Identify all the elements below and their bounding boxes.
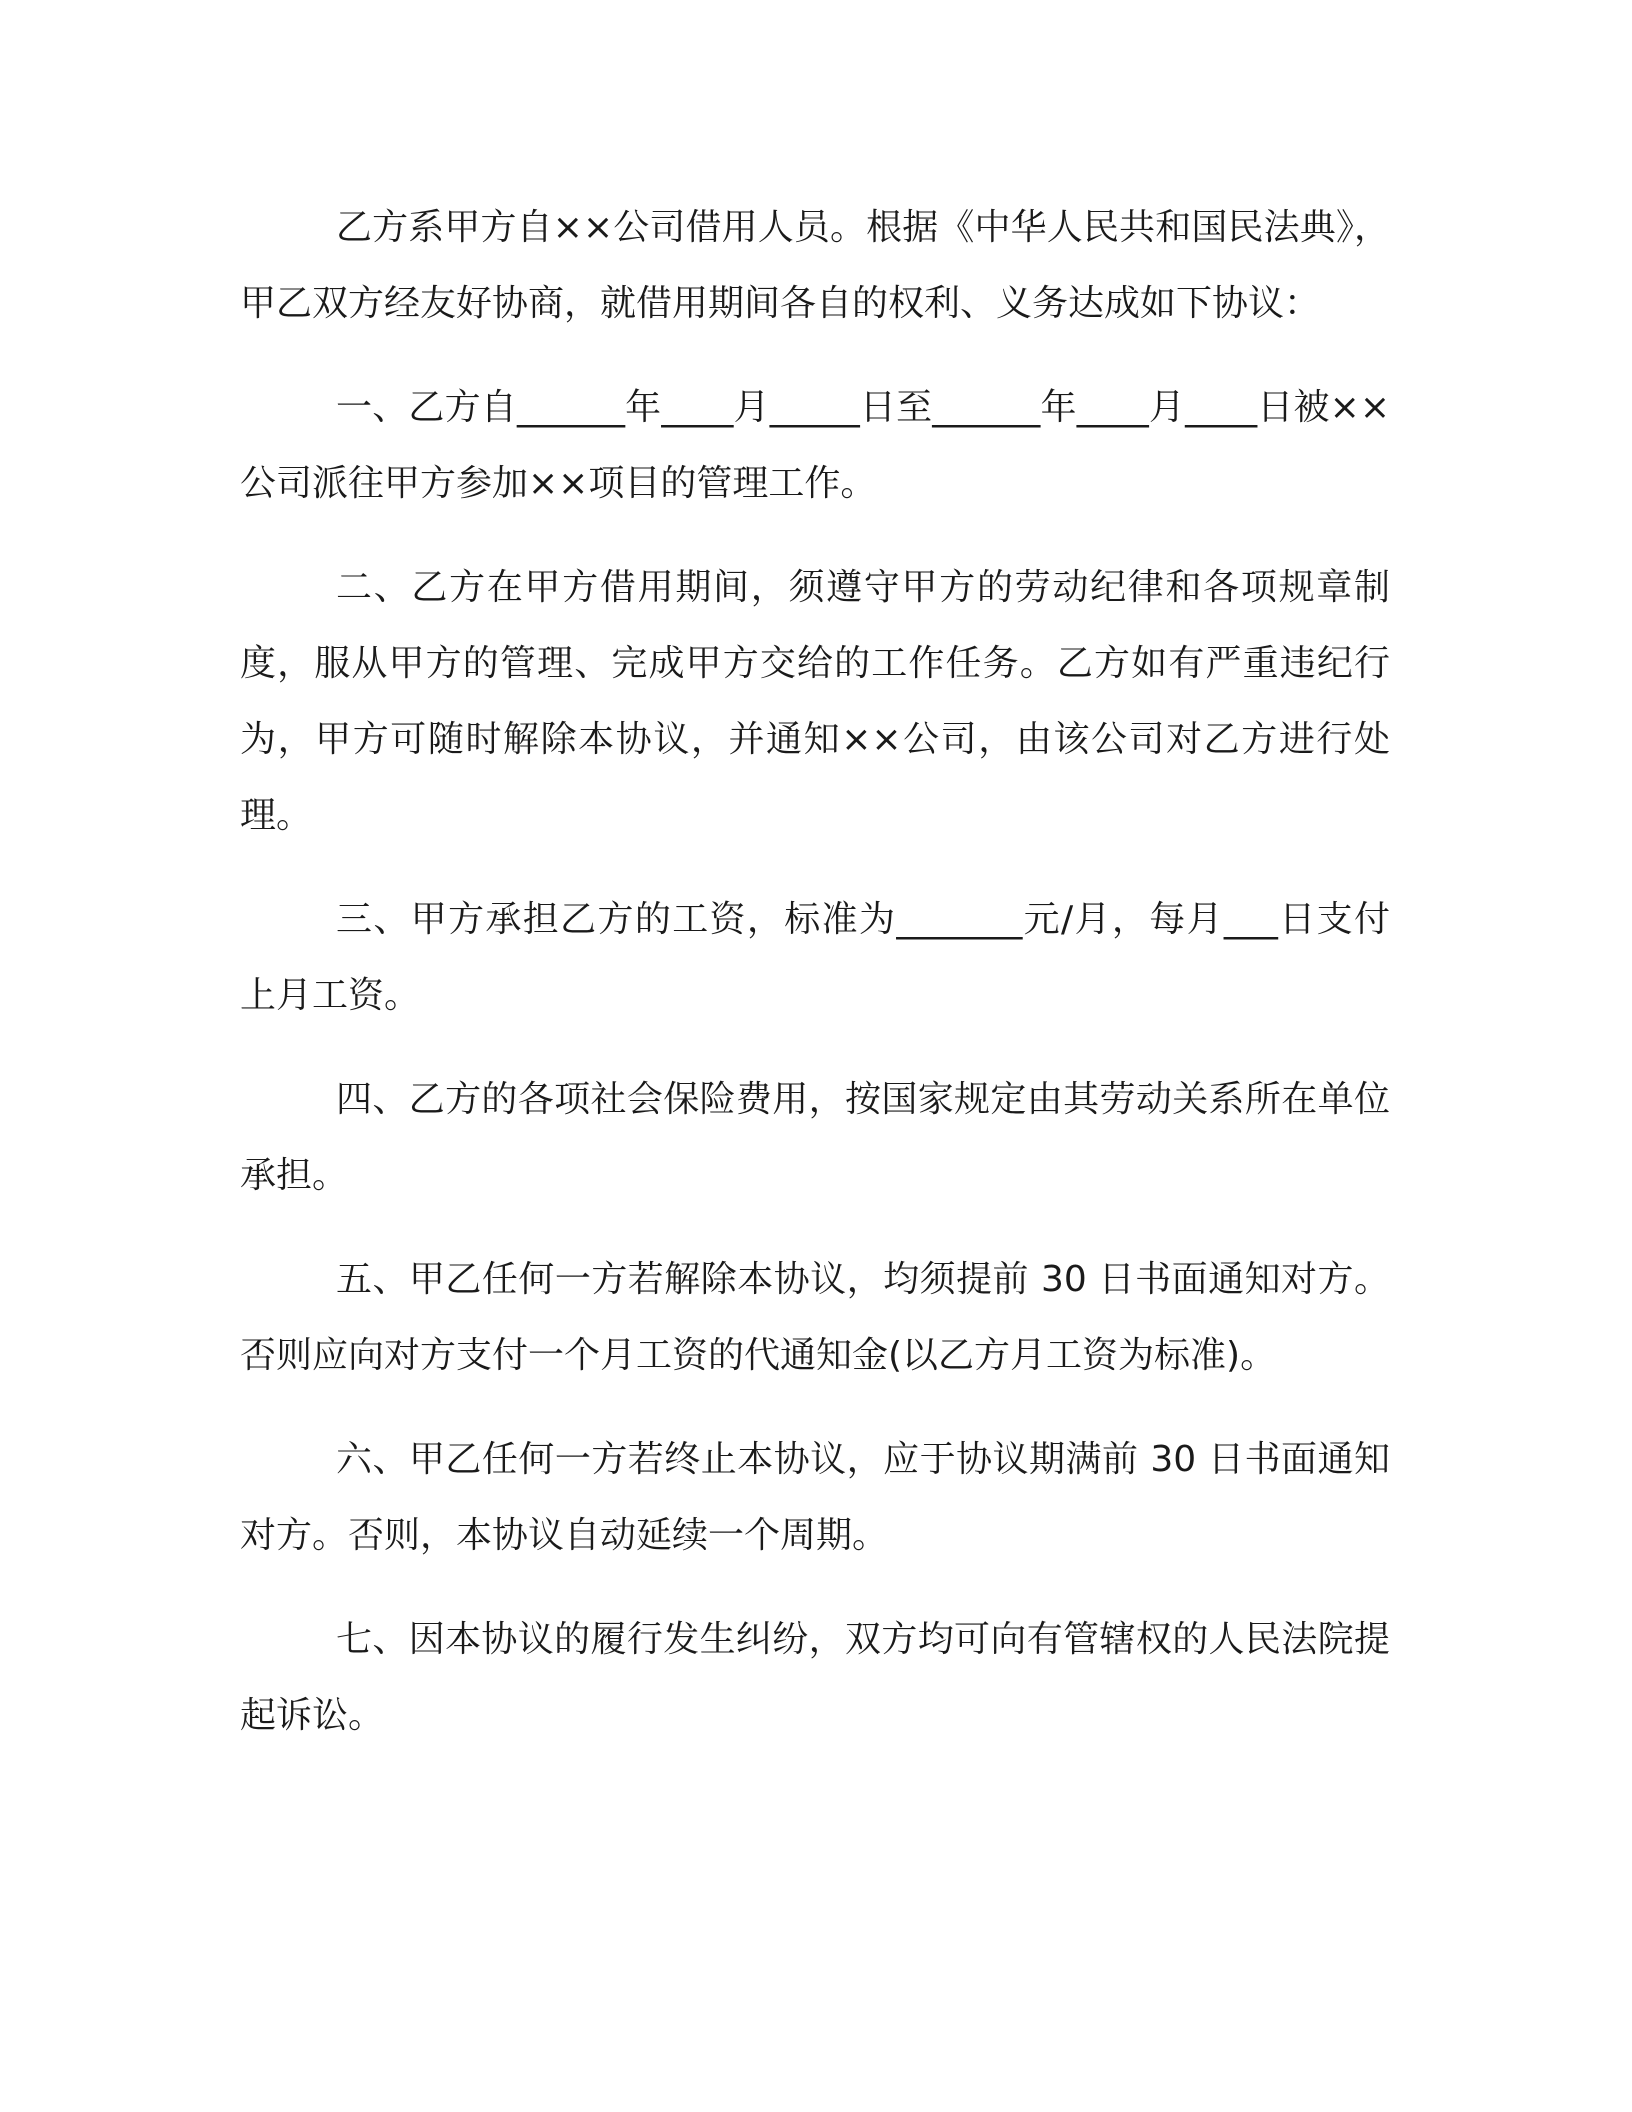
paragraph-clause-1: 一、乙方自______年____月_____日至______年____月____日被××公司派往甲方参加××项目的管理工作。 xyxy=(240,387,1390,504)
paragraph-clause-3: 三、甲方承担乙方的工资，标准为_______元/月，每月___日支付上月工资。 xyxy=(240,899,1390,1016)
document-body xyxy=(240,190,1390,1782)
paragraph-preamble: 乙方系甲方自××公司借用人员。根据《中华人民共和国民法典》，甲乙双方经友好协商，就借用期间各自的权利、义务达成如下协议： xyxy=(240,207,1390,324)
paragraph-clause-6: 六、甲乙任何一方若终止本协议，应于协议期满前 30 日书面通知对方。否则，本协议自动延续一个周期。 xyxy=(240,1439,1390,1556)
paragraph-clause-2: 二、乙方在甲方借用期间，须遵守甲方的劳动纪律和各项规章制度，服从甲方的管理、完成甲方交给的工作任务。乙方如有严重违纪行为，甲方可随时解除本协议，并通知××公司，由该公司对乙方进行处理。 xyxy=(240,567,1390,836)
paragraph-clause-5: 五、甲乙任何一方若解除本协议，均须提前 30 日书面通知对方。否则应向对方支付一个月工资的代通知金(以乙方月工资为标准)。 xyxy=(240,1259,1390,1376)
paragraph-clause-7: 七、因本协议的履行发生纠纷，双方均可向有管辖权的人民法院提起诉讼。 xyxy=(240,1619,1390,1736)
paragraph-clause-4: 四、乙方的各项社会保险费用，按国家规定由其劳动关系所在单位承担。 xyxy=(240,1079,1390,1196)
